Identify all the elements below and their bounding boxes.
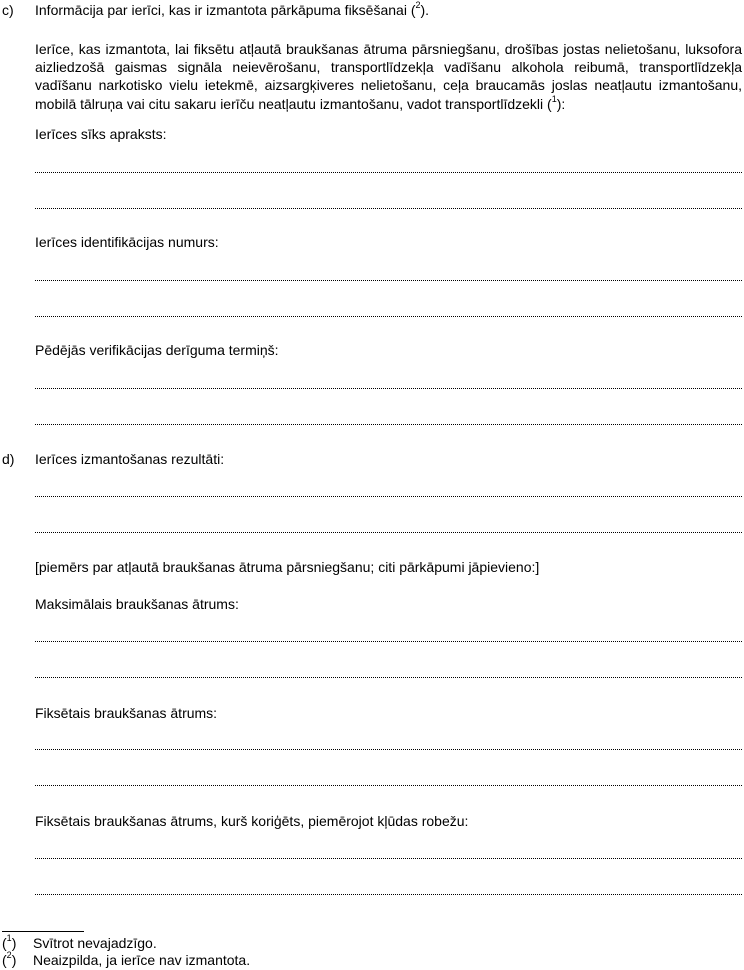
- device-usage-paragraph: Ierīce, kas izmantota, lai fiksētu atļautā braukšanas ātruma pārsniegšanu, drošības jostas nelietošanu, luksofora aizliedzošā gaismas signāla neievērošanu, transportlīdzekļa vadīšanu alkohola reibumā, transportlīdzekļa vadīšanu narkotisko vielu ietekmē, aizsargķiveres nelietošanu, ceļa braucamās joslas neatļautu izmantošanu, mobilā tālruņa vai citu sakaru ierīču neatļautu izmantošanu, vadot transportlīdzekli ($^1$):: [35, 41, 742, 112]
- example-note: [piemērs par atļautā braukšanas ātruma pārsniegšanu; citi pārkāpumi jāpievieno:]: [35, 559, 540, 575]
- footnote-1: ($^1$) Svītrot nevajadzīgo.: [2, 933, 157, 951]
- fill-line: [35, 529, 742, 533]
- fill-line: [35, 313, 742, 317]
- fill-line: [35, 205, 742, 209]
- section-c-heading: Informācija par ierīci, kas ir izmantota pārkāpuma fiksēšanai ($^2$).: [35, 0, 430, 18]
- fill-line: [35, 891, 742, 895]
- fill-line: [35, 855, 742, 859]
- label-device-description: Ierīces sīks apraksts:: [35, 126, 167, 142]
- label-device-id: Ierīces identifikācijas numurs:: [35, 234, 219, 250]
- fill-line: [35, 493, 742, 497]
- fill-line: [35, 385, 742, 389]
- fill-line: [35, 421, 742, 425]
- section-c-marker: c): [2, 2, 14, 18]
- fill-line: [35, 782, 742, 786]
- fill-line: [35, 746, 742, 750]
- section-d-heading: Ierīces izmantošanas rezultāti:: [35, 451, 225, 467]
- fill-line: [35, 674, 742, 678]
- footnote-2: ($^2$) Neaizpilda, ja ierīce nav izmantota.: [2, 950, 251, 968]
- label-corrected-speed: Fiksētais braukšanas ātrums, kurš koriģēts, piemērojot kļūdas robežu:: [35, 813, 469, 829]
- label-recorded-speed: Fiksētais braukšanas ātrums:: [35, 705, 218, 721]
- fill-line: [35, 277, 742, 281]
- footnote-separator: [2, 931, 84, 932]
- label-verification-validity: Pēdējās verifikācijas derīguma termiņš:: [35, 342, 279, 358]
- fill-line: [35, 169, 742, 173]
- section-d-marker: d): [2, 451, 15, 467]
- label-max-speed: Maksimālais braukšanas ātrums:: [35, 596, 239, 612]
- fill-line: [35, 638, 742, 642]
